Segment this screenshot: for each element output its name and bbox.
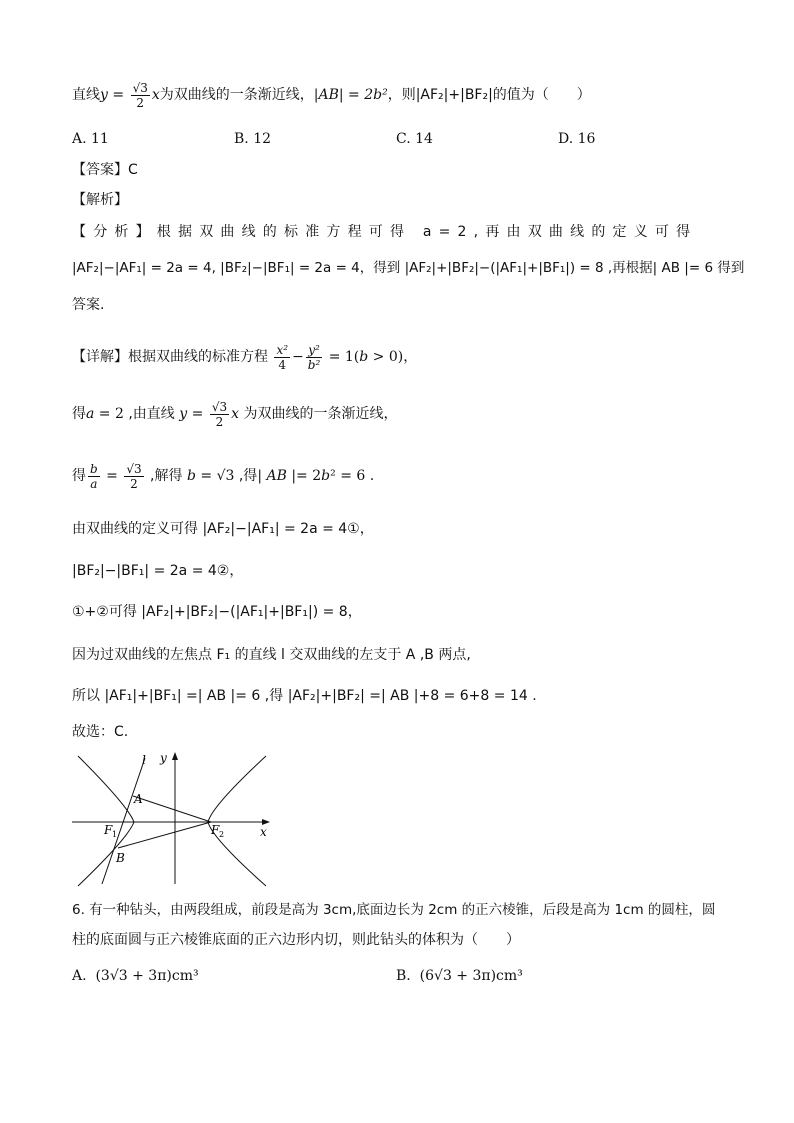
q6-line-2: 柱的底面圆与正六棱锥底面的正六边形内切，则此钻头的体积为（ ） [72, 932, 520, 948]
detail-line-6: ①+②可得 |AF₂|+|BF₂|−(|AF₁|+|BF₁|) = 8， [72, 604, 362, 620]
label-F1: F [104, 823, 113, 837]
q5-stem-prefix: 直线 [72, 87, 100, 103]
y-axis-arrow [172, 752, 178, 760]
detail-frac-y: $\frac{\text{y²}}{\text{b²}}$ [307, 342, 321, 372]
q6-option-a[interactable] [72, 966, 199, 986]
hyperbola-right-branch [208, 756, 266, 886]
q6-option-a-label: A. [72, 968, 87, 984]
fenxi-line-3: 答案. [72, 297, 105, 313]
label-F2-sub: 2 [219, 830, 225, 839]
q6-option-b-expr: (6√3 + 3π)cm³ [419, 968, 523, 984]
q5-option-c[interactable]: C. 14 [396, 131, 433, 147]
q6-options [72, 966, 734, 990]
segment-AF2 [133, 796, 211, 822]
label-F1-sub: 1 [112, 830, 118, 839]
q5-options [72, 129, 734, 149]
q5-option-a[interactable]: A. 11 [72, 131, 109, 147]
label-F2: F [211, 823, 220, 837]
q5-option-b[interactable]: B. 12 [234, 131, 272, 147]
q6-line-1: 6. 有一种钻头，由两段组成，前段是高为 3cm,底面边长为 2cm 的正六棱锥，后段是高为 1cm 的圆柱，圆 [72, 902, 716, 918]
answer-line [72, 160, 734, 180]
hyperbola-figure [70, 748, 290, 888]
q5-stem: 直线y = $\frac{√3}{2}$ x为双曲线的一条渐近线，|AB| = 2b²，则|AF₂|+|BF₂|的值为（ ） [72, 80, 591, 110]
answer-value: C [128, 162, 138, 178]
q6-option-b-label: B. [396, 968, 411, 984]
q6-option-a-expr: (3√3 + 3π)cm³ [95, 968, 199, 984]
q5-asymptote-y: y [100, 87, 108, 103]
fenxi-line-2: |AF₂|−|AF₁| = 2a = 4, |BF₂|−|BF₁| = 2a = 4，得到 |AF₂|+|BF₂|−(|AF₁|+|BF₁|) = 8 ,再根据| AB |= 6 得到 [72, 260, 745, 276]
label-l: l [142, 753, 146, 767]
line-l [102, 758, 145, 884]
q5-option-d[interactable]: D. 16 [558, 131, 596, 147]
label-x: x [260, 825, 267, 839]
detail-line-2: 得a = 2 ,由直线 y = $\frac{√3}{2}$ x 为双曲线的一条渐近线， [72, 399, 398, 429]
detail-frac-x: $\frac{\text{x²}}{4}$ [276, 342, 289, 372]
analysis-tag: 【解析】 [72, 192, 128, 208]
detail-line-3: 得 $\frac{b}{a}$ = $\frac{√3}{2}$ ,解得 b = √3 ,得| AB |= 2b² = 6 . [72, 461, 375, 491]
hyperbola-left-branch [78, 756, 134, 886]
label-y: y [160, 751, 167, 765]
q5-condition: |AB| = 2b² [313, 87, 388, 103]
detail-line-1: 【详解】根据双曲线的标准方程 $\frac{\text{x²}}{4}$ − $\frac{\text{y²}}{\text{b²}}$ = 1(b > 0)， [72, 342, 418, 372]
label-B: B [116, 851, 125, 865]
detail-line-9: 故选：C. [72, 724, 129, 740]
detail-line-8: 所以 |AF₁|+|BF₁| =| AB |= 6 ,得 |AF₂|+|BF₂| =| AB |+8 = 6+8 = 14 . [72, 688, 537, 704]
detail-line-5: |BF₂|−|BF₁| = 2a = 4②， [72, 563, 244, 579]
q5-asymptote-fraction: $\frac{√3}{2}$ [132, 80, 148, 110]
label-A: A [134, 792, 143, 806]
q6-option-b[interactable] [396, 966, 523, 986]
detail-line-7: 因为过双曲线的左焦点 F₁ 的直线 l 交双曲线的左支于 A ,B 两点, [72, 647, 471, 663]
detail-line-4: 由双曲线的定义可得 |AF₂|−|AF₁| = 2a = 4①， [72, 521, 374, 537]
q5-stem-ask: ，则|AF₂|+|BF₂|的值为（ ） [387, 87, 591, 103]
q5-stem-mid: 为双曲线的一条渐近线， [159, 87, 314, 103]
answer-tag: 【答案】 [72, 162, 128, 178]
fenxi-line-1: 【分析】根据双曲线的标准方程可得 a=2,再由双曲线的定义可得 [72, 224, 698, 240]
